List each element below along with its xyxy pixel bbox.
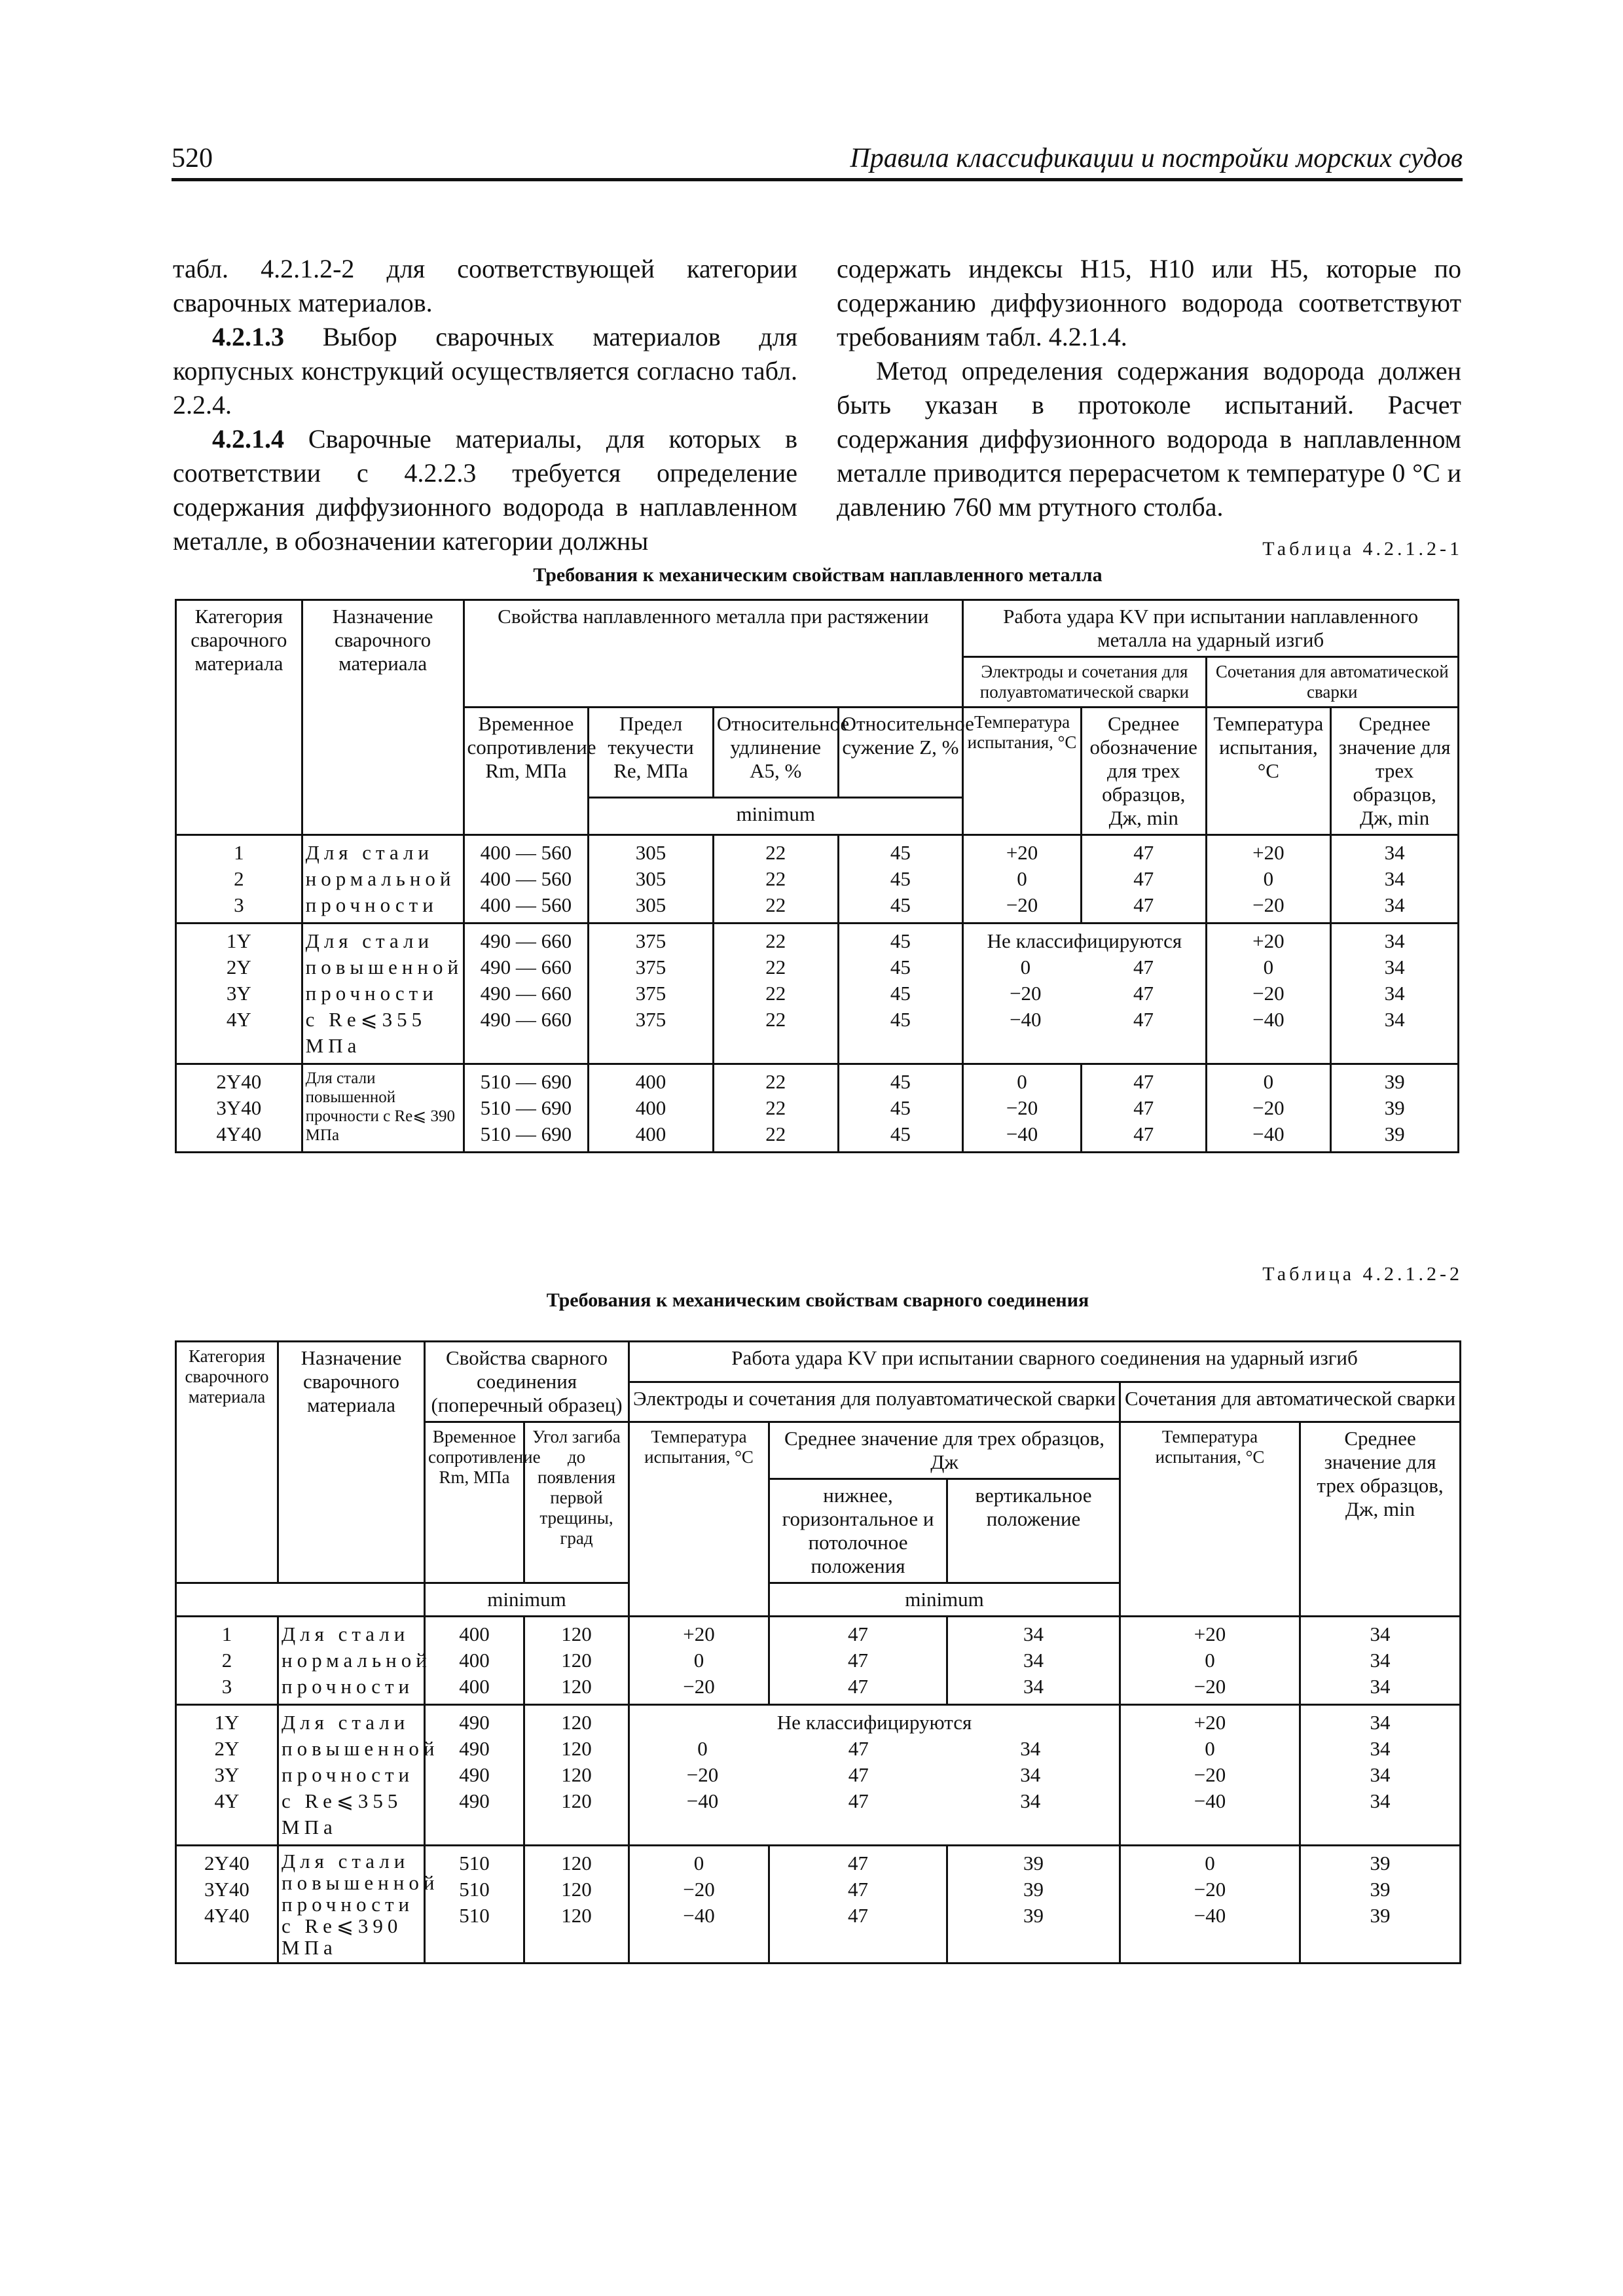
header-position-vertical: вертикальное положение [947, 1479, 1120, 1583]
header-average-semi: Среднее обозначение для трех образцов, Дж, min [1081, 708, 1206, 835]
clause-number: 4.2.1.3 [212, 322, 284, 351]
header-tensile-strength: Временное сопротивление Rm, МПа [425, 1422, 524, 1583]
header-bend-angle: Угол загиба до появления первой трещины, град [524, 1422, 629, 1583]
welded-joint-properties-table [175, 1340, 1461, 1964]
table-row-group: 1 2 3 Для стали нормальной прочности 400 — 560 400 — 560 400 — 560 305 305 305 22 22 22 45 45 45 +20 0 −20 47 47 47 +20 0 −20 34 34 34 [176, 835, 1459, 924]
category-cells: 1 2 3 [176, 835, 302, 924]
header-impact-work: Работа удара KV при испытании сварного соединения на ударный изгиб [629, 1342, 1461, 1382]
purpose-cell: Для стали нормальной прочности [278, 1617, 425, 1705]
header-elongation: Относительное удлинение A5, % [713, 708, 838, 798]
header-semi-automatic: Электроды и сочетания для полуавтоматической сварки [963, 657, 1206, 708]
header-position-lower: нижнее, горизонтальное и потолочное положения [769, 1479, 947, 1583]
text-column-right [837, 252, 1461, 524]
paragraph: табл. 4.2.1.2-2 для соответствующей категории сварочных материалов. [173, 254, 797, 317]
header-automatic: Сочетания для автоматической сварки [1120, 1382, 1461, 1422]
header-test-temperature-auto: Температура испытания, °С [1120, 1422, 1300, 1617]
header-average-auto: Среднее значение для трех образцов, Дж, min [1300, 1422, 1461, 1617]
page-header [172, 139, 1463, 181]
table-title: Требования к механическим свойствам наплавленного металла [533, 564, 1103, 586]
header-minimum: minimum [425, 1583, 629, 1617]
header-minimum: minimum [589, 797, 963, 834]
paragraph: 4.2.1.3 Выбор сварочных материалов для корпусных конструкций осуществляется согласно табл. 2.2.4. [173, 322, 797, 420]
header-test-temperature-auto: Температура испытания, °С [1206, 708, 1331, 835]
table-row-group: 2Y40 3Y40 4Y40 Для стали повышенной прочности с Re⩽390 МПа 510 510 510 120 120 120 0 −20 −40 47 47 47 39 39 39 0 −20 −40 39 39 39 [176, 1846, 1461, 1964]
table-row-group: 1 2 3 Для стали нормальной прочности 400 400 400 120 120 120 +20 0 −20 47 47 47 34 34 34 +20 0 −20 34 34 34 [176, 1617, 1461, 1705]
header-test-temperature-semi: Температура испытания, °С [629, 1422, 769, 1617]
table-label: Таблица 4.2.1.2-2 [1262, 1263, 1463, 1285]
header-average-auto: Среднее значение для трех образцов, Дж, min [1331, 708, 1459, 835]
header-yield-strength: Предел текучести Re, МПа [589, 708, 714, 798]
table-row-group: 2Y40 3Y40 4Y40 Для стали повышенной прочности с Re⩽ 390 МПа 510 — 690 510 — 690 510 — 690 400 400 400 22 22 22 45 45 45 0 −20 −40 47 47 47 0 −20 −40 39 39 39 [176, 1064, 1459, 1153]
not-classified-note: Не классифицируются [987, 929, 1182, 952]
header-category: Категория сварочного материала [176, 1342, 278, 1583]
header-category: Категория сварочного материала [176, 600, 302, 835]
text-column-left [173, 252, 797, 558]
table-title: Требования к механическим свойствам сварного соединения [546, 1289, 1089, 1311]
header-impact-work: Работа удара KV при испытании наплавленного металла на ударный изгиб [963, 600, 1459, 657]
header-average-semi: Среднее значение для трех образцов, Дж [769, 1422, 1120, 1479]
header-reduction: Относительное сужение Z, % [838, 708, 963, 798]
page-number: 520 [172, 143, 213, 173]
header-joint-properties: Свойства сварного соединения (поперечный образец) [425, 1342, 629, 1422]
header-purpose: Назначение сварочного материала [302, 600, 464, 835]
clause-number: 4.2.1.4 [212, 424, 284, 454]
header-tensile-strength: Временное сопротивление Rm, МПа [464, 708, 589, 835]
table-label: Таблица 4.2.1.2-1 [1262, 538, 1463, 560]
purpose-cell: Для стали повышенной прочности с Re⩽ 390 МПа [302, 1064, 464, 1153]
header-minimum: minimum [769, 1583, 1120, 1617]
purpose-cell: Для стали повышенной прочности с Re⩽355 МПа [278, 1705, 425, 1846]
header-automatic: Сочетания для автоматической сварки [1206, 657, 1458, 708]
header-tensile-properties: Свойства наплавленного металла при растяжении [464, 600, 963, 708]
table-row-group: 1Y 2Y 3Y 4Y Для стали повышенной прочности с Re⩽355 МПа 490 490 490 490 120 120 120 120 Не классифицируются 0 −20 −40 47 47 47 34 34 34 +20 0 −20 −40 34 34 34 34 [176, 1705, 1461, 1846]
purpose-cell: Для стали нормальной прочности [302, 835, 464, 924]
paragraph: 4.2.1.4 Сварочные материалы, для которых в соответствии с 4.2.2.3 требуется определение содержания диффузионного водорода в наплавленном металле, в обозначении категории должны [173, 424, 797, 556]
purpose-cell: Для стали повышенной прочности с Re⩽390 МПа [278, 1846, 425, 1964]
table-row-group: 1Y 2Y 3Y 4Y Для стали повышенной прочности с Re⩽355 МПа 490 — 660 490 — 660 490 — 660 490 — 660 375 375 375 375 22 22 22 22 45 45 45 45 Не классифицируются 0 −20 −40 47 47 47 +20 0 −20 −40 34 34 34 34 [176, 924, 1459, 1064]
mechanical-properties-table [175, 599, 1459, 1153]
running-title: Правила классификации и постройки морских судов [850, 143, 1463, 173]
header-semi-automatic: Электроды и сочетания для полуавтоматической сварки [629, 1382, 1120, 1422]
header-test-temperature-semi: Температура испытания, °С [963, 708, 1082, 835]
paragraph: содержать индексы H15, H10 или H5, которые по содержанию диффузионного водорода соответствуют требованиям табл. 4.2.1.4. [837, 254, 1461, 351]
not-classified-note: Не классифицируются [776, 1711, 972, 1734]
purpose-cell: Для стали повышенной прочности с Re⩽355 МПа [302, 924, 464, 1064]
paragraph: Метод определения содержания водорода должен быть указан в протоколе испытаний. Расчет содержания диффузионного водорода в наплавленном металле приводится перерасчетом к температуре 0 °С и давлению 760 мм ртутного столба. [837, 356, 1461, 522]
header-purpose: Назначение сварочного материала [278, 1342, 425, 1583]
